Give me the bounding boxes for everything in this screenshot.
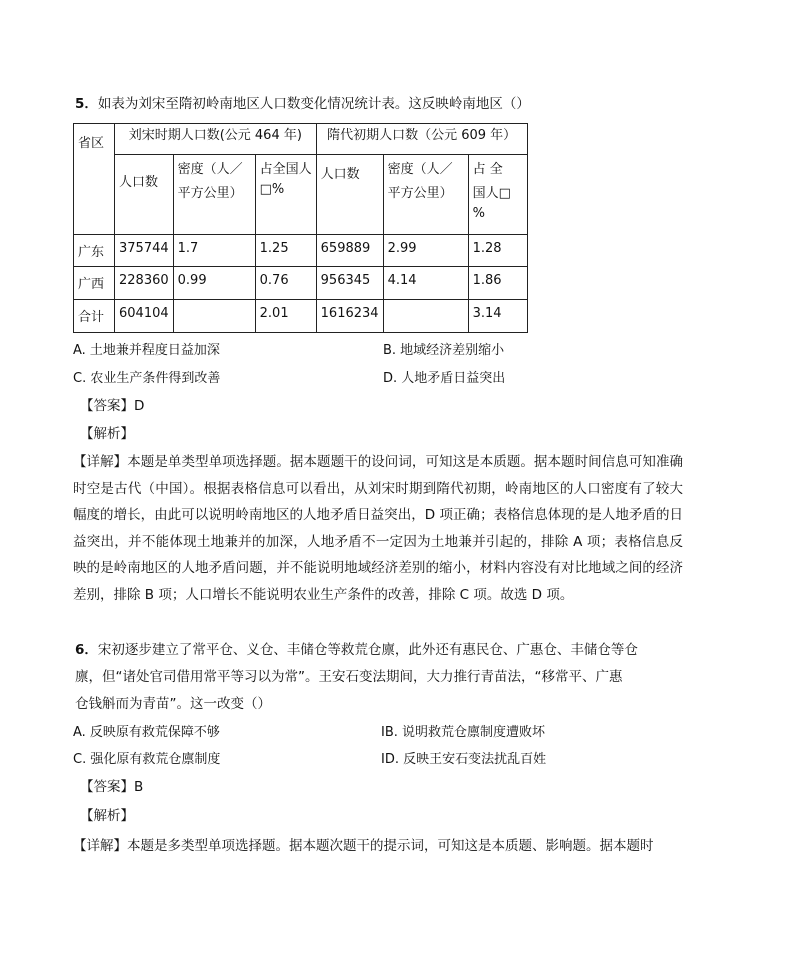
row-p2-pop: 1616234: [316, 300, 383, 333]
p1-pop-header-text: 人口数: [119, 175, 159, 190]
q6-stem-line3: 仓钱斛而为青苗”。这一改变（）: [75, 696, 271, 712]
q6-number: 6．: [75, 642, 98, 658]
row-p2-density: 2.99: [383, 235, 468, 267]
p2-share-line2: 国人□: [472, 186, 511, 201]
table-row: [74, 300, 528, 333]
q5-analysis-label: 【解析】: [80, 426, 134, 442]
period1-header: 刘宋时期人口数(公元 464 年): [115, 124, 317, 155]
p1-share-header: [255, 155, 316, 235]
row-p2-pop: 956345: [316, 267, 383, 300]
row-p2-density: [383, 300, 468, 333]
row-p1-share: 2.01: [255, 300, 316, 333]
q5-answer: 【答案】D: [80, 398, 145, 414]
p1-density-line2: 平方公里）: [177, 186, 243, 201]
q5-detail: 【详解】本题是单类型单项选择题。据本题题干的设问词，可知这是本质题。据本题时间信息可知准确时空是古代（中国）。根据表格信息可以看出，从刘宋时期到隋代初期，岭南地区的人口密度有了较大幅度的增长，由此可以说明岭南地区的人地矛盾日益突出，D 项正确；表格信息体现的是人地矛盾的日益突出，并不能体现土地兼并的加深，人地矛盾不一定因为土地兼并引起的，排除 A 项；表格信息反映的是岭南地区的人地矛盾问题，并不能说明地域经济差别的缩小，材料内容没有对比地域之间的经济差别，排除 B 项；人口增长不能说明农业生产条件的改善，排除 C 项。故选 D 项。: [73, 454, 683, 603]
q5-number: 5．: [75, 96, 98, 112]
q5-option-b: B. 地域经济差别缩小: [383, 343, 505, 358]
q6-analysis-label: 【解析】: [80, 808, 134, 824]
q5-option-c: C. 农业生产条件得到改善: [73, 371, 221, 386]
row-p2-density: 4.14: [383, 267, 468, 300]
row-p1-share: 1.25: [255, 235, 316, 267]
p2-density-line2: 平方公里）: [387, 186, 453, 201]
p2-share-line3: %: [472, 206, 485, 221]
row-p2-share: 1.86: [468, 267, 527, 300]
period2-header: 隋代初期人口数（公元 609 年）: [316, 124, 527, 155]
row-province: 广西: [74, 267, 115, 300]
table-row: [74, 235, 528, 267]
province-header: 省区: [74, 124, 115, 235]
row-p1-pop: 375744: [115, 235, 174, 267]
row-province: 合计: [74, 300, 115, 333]
p1-density-header: [173, 155, 255, 235]
q5-option-d: D. 人地矛盾日益突出: [383, 371, 506, 386]
row-p2-share: 3.14: [468, 300, 527, 333]
row-p2-share: 1.28: [468, 235, 527, 267]
q6-option-a: A. 反映原有救荒保障不够: [73, 725, 220, 740]
row-p1-density: 1.7: [173, 235, 255, 267]
p1-pop-header: [115, 155, 174, 235]
p2-share-header: [468, 155, 527, 235]
p1-density-line1: 密度（人／: [177, 162, 243, 177]
q6-detail: 【详解】本题是多类型单项选择题。据本题次题干的提示词，可知这是本质题、影响题。据本题时: [73, 838, 654, 854]
q6-option-d: ID. 反映王安石变法扰乱百姓: [381, 752, 547, 767]
p1-share-line1: 占全国人: [259, 162, 312, 177]
p2-share-line1: 占 全: [472, 162, 503, 177]
q5-option-a: A. 土地兼并程度日益加深: [73, 343, 220, 358]
q6-stem-line1: [75, 640, 638, 660]
p1-share-line2: □%: [259, 182, 285, 197]
q6-stem-line1-text: 宋初逐步建立了常平仓、义仓、丰储仓等救荒仓廪，此外还有惠民仓、广惠仓、丰储仓等仓: [97, 642, 638, 658]
row-p1-density: 0.99: [173, 267, 255, 300]
table-row: [74, 267, 528, 300]
row-p2-pop: 659889: [316, 235, 383, 267]
p2-pop-header-text: 人口数: [320, 167, 360, 182]
population-table: [73, 123, 528, 333]
q5-stem: [75, 94, 530, 114]
q6-stem-line2: 廪，但“诸处官司借用常平等习以为常”。王安石变法期间，大力推行青苗法，“移常平、广惠: [75, 669, 623, 685]
q6-option-c: C. 强化原有救荒仓廪制度: [73, 752, 221, 767]
row-p1-pop: 228360: [115, 267, 174, 300]
row-province: 广东: [74, 235, 115, 267]
p2-pop-header: [316, 155, 383, 235]
q5-stem-text: 如表为刘宋至隋初岭南地区人口数变化情况统计表。这反映岭南地区（）: [97, 96, 530, 112]
row-p1-share: 0.76: [255, 267, 316, 300]
q6-option-b: IB. 说明救荒仓廪制度遭败坏: [381, 725, 546, 740]
q6-answer: 【答案】B: [80, 779, 144, 795]
p2-density-header: [383, 155, 468, 235]
row-p1-pop: 604104: [115, 300, 174, 333]
row-p1-density: [173, 300, 255, 333]
p2-density-line1: 密度（人／: [387, 162, 453, 177]
